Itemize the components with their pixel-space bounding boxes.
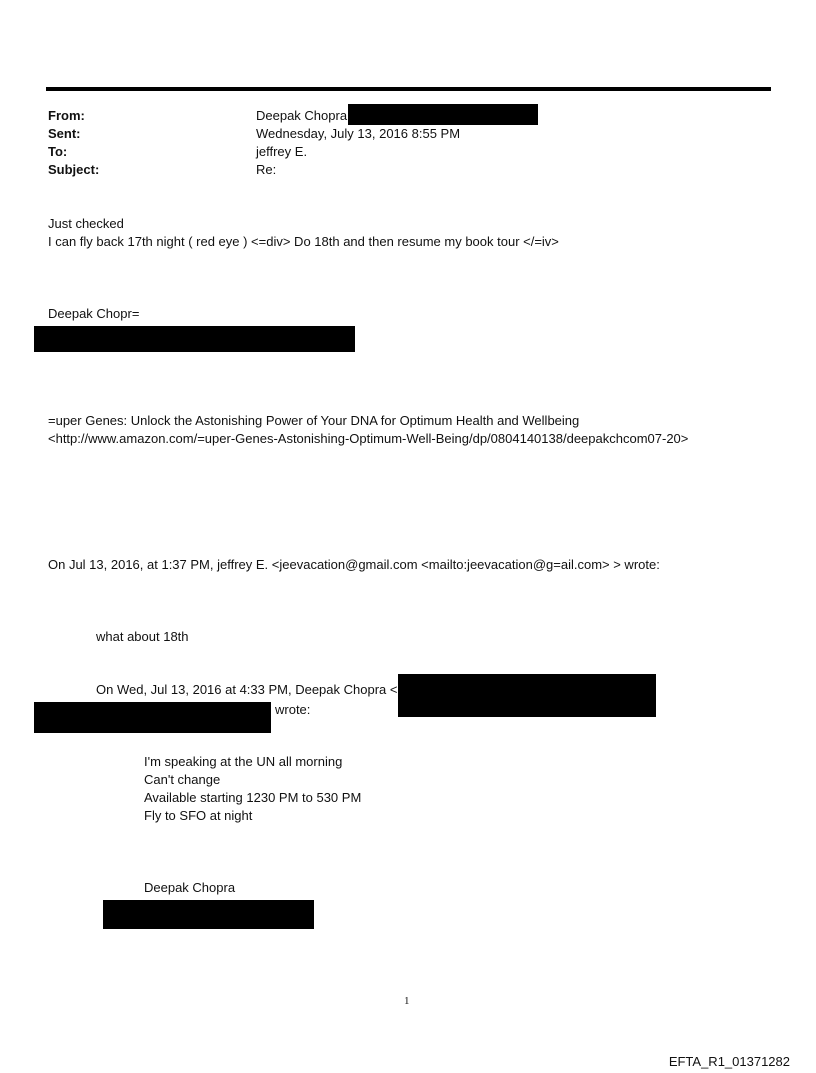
from-label: From:	[48, 108, 85, 123]
sent-label: Sent:	[48, 126, 81, 141]
quoted-signature: Deepak Chopra	[144, 880, 236, 895]
subject-value: Re:	[256, 162, 277, 177]
redaction-quoted-signature	[103, 900, 314, 929]
quoted-message-text: what about 18th	[96, 629, 189, 644]
quoted-line-4: Fly to SFO at night	[144, 808, 253, 823]
quoted-line-1: I'm speaking at the UN all morning	[144, 754, 343, 769]
redaction-attribution-email	[398, 674, 656, 717]
quoted-wrote: wrote:	[275, 702, 311, 717]
quoted-line-2: Can't change	[144, 772, 221, 787]
book-link[interactable]: <http://www.amazon.com/=uper-Genes-Astonishing-Optimum-Well-Being/dp/0804140138/deepakchcom07-20>	[48, 431, 689, 446]
from-value: Deepak Chopra	[256, 108, 348, 123]
redaction-signature	[34, 326, 355, 352]
quote-header: On Jul 13, 2016, at 1:37 PM, jeffrey E. <jeevacation@gmail.com <mailto:jeevacation@g=ail.com> > wrote:	[48, 557, 660, 572]
body-line-1: Just checked	[48, 216, 124, 231]
sent-value: Wednesday, July 13, 2016 8:55 PM	[256, 126, 461, 141]
book-title: =uper Genes: Unlock the Astonishing Power of Your DNA for Optimum Health and Wellbeing	[48, 413, 580, 428]
redaction-attribution-line	[34, 702, 271, 733]
quoted-line-3: Available starting 1230 PM to 530 PM	[144, 790, 362, 805]
to-label: To:	[48, 144, 68, 159]
signature: Deepak Chopr=	[48, 306, 140, 321]
quoted-attribution: On Wed, Jul 13, 2016 at 4:33 PM, Deepak Chopra <	[96, 682, 398, 697]
subject-label: Subject:	[48, 162, 100, 177]
to-value: jeffrey E.	[256, 144, 308, 159]
redaction-from-email	[348, 104, 538, 125]
body-line-2: I can fly back 17th night ( red eye ) <=div> Do 18th and then resume my book tour </=iv>	[48, 234, 559, 249]
page-number: 1	[404, 995, 410, 1007]
header-rule	[46, 87, 771, 91]
bates-number: EFTA_R1_01371282	[668, 1054, 790, 1069]
